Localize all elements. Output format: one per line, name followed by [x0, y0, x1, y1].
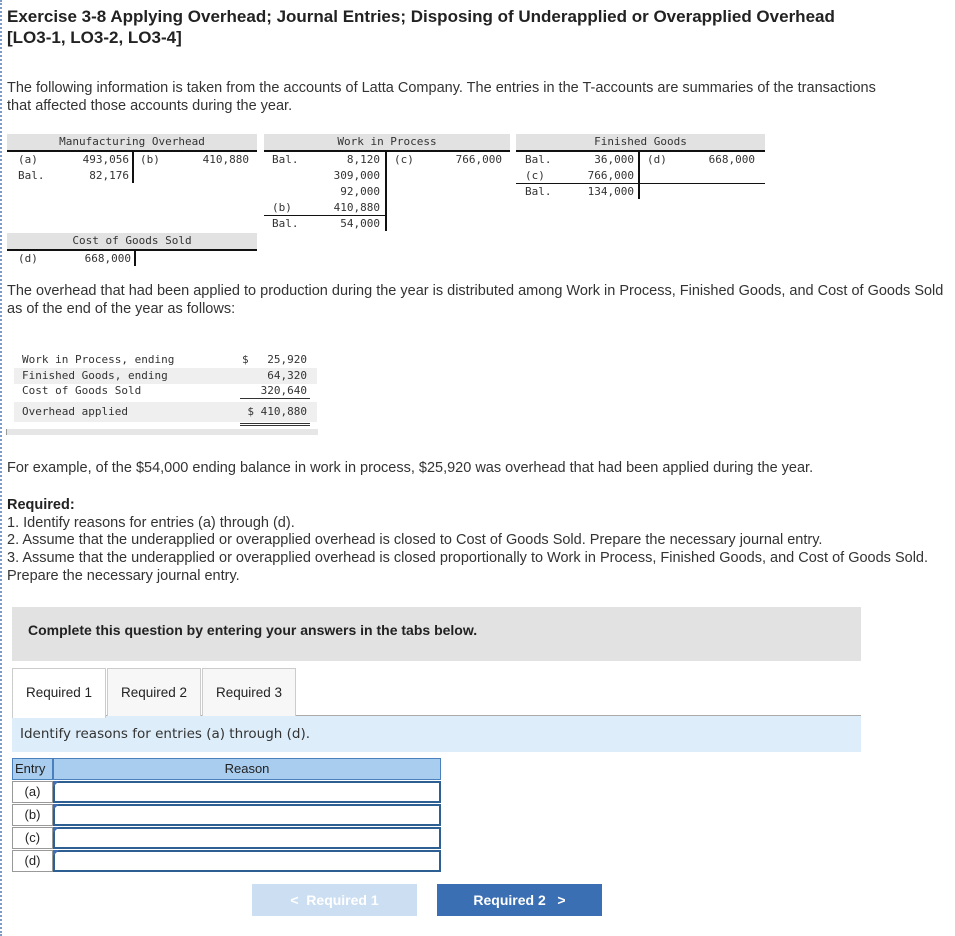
t-account-title: Work in Process	[264, 134, 510, 150]
tab-instruction: Identify reasons for entries (a) through (d).	[12, 716, 861, 752]
t-account-title: Cost of Goods Sold	[7, 233, 257, 249]
reason-input-c[interactable]	[53, 827, 441, 849]
t-account-title: Manufacturing Overhead	[7, 134, 257, 150]
t-account-work-in-process: Work in Process Bal. 8,120 309,000 92,000 (b) 410,880 Bal. 54,000 (c) 766,000	[264, 134, 510, 234]
tab-required-2[interactable]: Required 2	[107, 668, 201, 718]
dropdown-marker-icon	[53, 850, 59, 856]
table-row: Work in Process, ending $ 25,920	[22, 353, 307, 366]
reason-input-d[interactable]	[53, 850, 441, 872]
dropdown-marker-icon	[53, 827, 59, 833]
distribution-text: The overhead that had been applied to production during the year is distributed among Work in Process, Finished Goods, and Cost of Goods Sold as of the end of the year as follows:	[7, 283, 944, 317]
dropdown-marker-icon	[53, 781, 59, 787]
entry-column-header: Entry	[12, 758, 53, 780]
chevron-right-icon: >	[557, 892, 566, 908]
left-border	[0, 0, 4, 936]
overhead-distribution-table	[14, 346, 317, 436]
t-account-finished-goods: Finished Goods Bal. 36,000 (c) 766,000 Bal. 134,000 (d) 668,000	[516, 134, 765, 202]
required-item-2: 2. Assume that the underapplied or overapplied overhead is closed to Cost of Goods Sold. Prepare the necessary journal entry.	[7, 532, 823, 548]
instructions-banner: Complete this question by entering your answers in the tabs below.	[12, 607, 861, 661]
chevron-left-icon: <	[290, 892, 299, 908]
page-title: Exercise 3-8 Applying Overhead; Journal Entries; Disposing of Underapplied or Overapplied Overhead [LO3-1, LO3-2, LO3-4]	[7, 7, 835, 47]
required-heading: Required:	[7, 497, 75, 513]
entry-label: (b)	[12, 804, 53, 826]
reason-input-a[interactable]	[53, 781, 441, 803]
t-account-title: Finished Goods	[516, 134, 765, 150]
entry-label: (d)	[12, 850, 53, 872]
next-button[interactable]: Required 2 >	[437, 884, 602, 916]
example-text: For example, of the $54,000 ending balance in work in process, $25,920 was overhead that had been applied during the year.	[7, 460, 814, 476]
dropdown-marker-icon	[53, 804, 59, 810]
reason-column-header: Reason	[53, 758, 441, 780]
prev-button[interactable]: < Required 1	[252, 884, 417, 916]
intro-text: The following information is taken from the accounts of Latta Company. The entries in the T-accounts are summaries of the transactions that affected those accounts during the year.	[7, 80, 876, 114]
entry-label: (a)	[12, 781, 53, 803]
tab-required-3[interactable]: Required 3	[202, 668, 296, 718]
t-account-manufacturing-overhead: Manufacturing Overhead (a) 493,056 (b) 410,880 Bal. 82,176	[7, 134, 257, 194]
t-account-cost-of-goods-sold: Cost of Goods Sold (d) 668,000	[7, 233, 257, 269]
table-row: Finished Goods, ending 64,320	[14, 368, 317, 384]
required-item-1: 1. Identify reasons for entries (a) through (d).	[7, 515, 295, 531]
reason-input-b[interactable]	[53, 804, 441, 826]
table-row: Cost of Goods Sold 320,640	[22, 384, 307, 397]
table-total-row: Overhead applied $ 410,880	[14, 402, 317, 422]
tab-required-1[interactable]: Required 1	[12, 668, 106, 718]
required-item-3: 3. Assume that the underapplied or overapplied overhead is closed proportionally to Work in Process, Finished Goods, and Cost of Goods Sold. Prepare the necessary journal entry.	[7, 550, 929, 584]
entry-label: (c)	[12, 827, 53, 849]
